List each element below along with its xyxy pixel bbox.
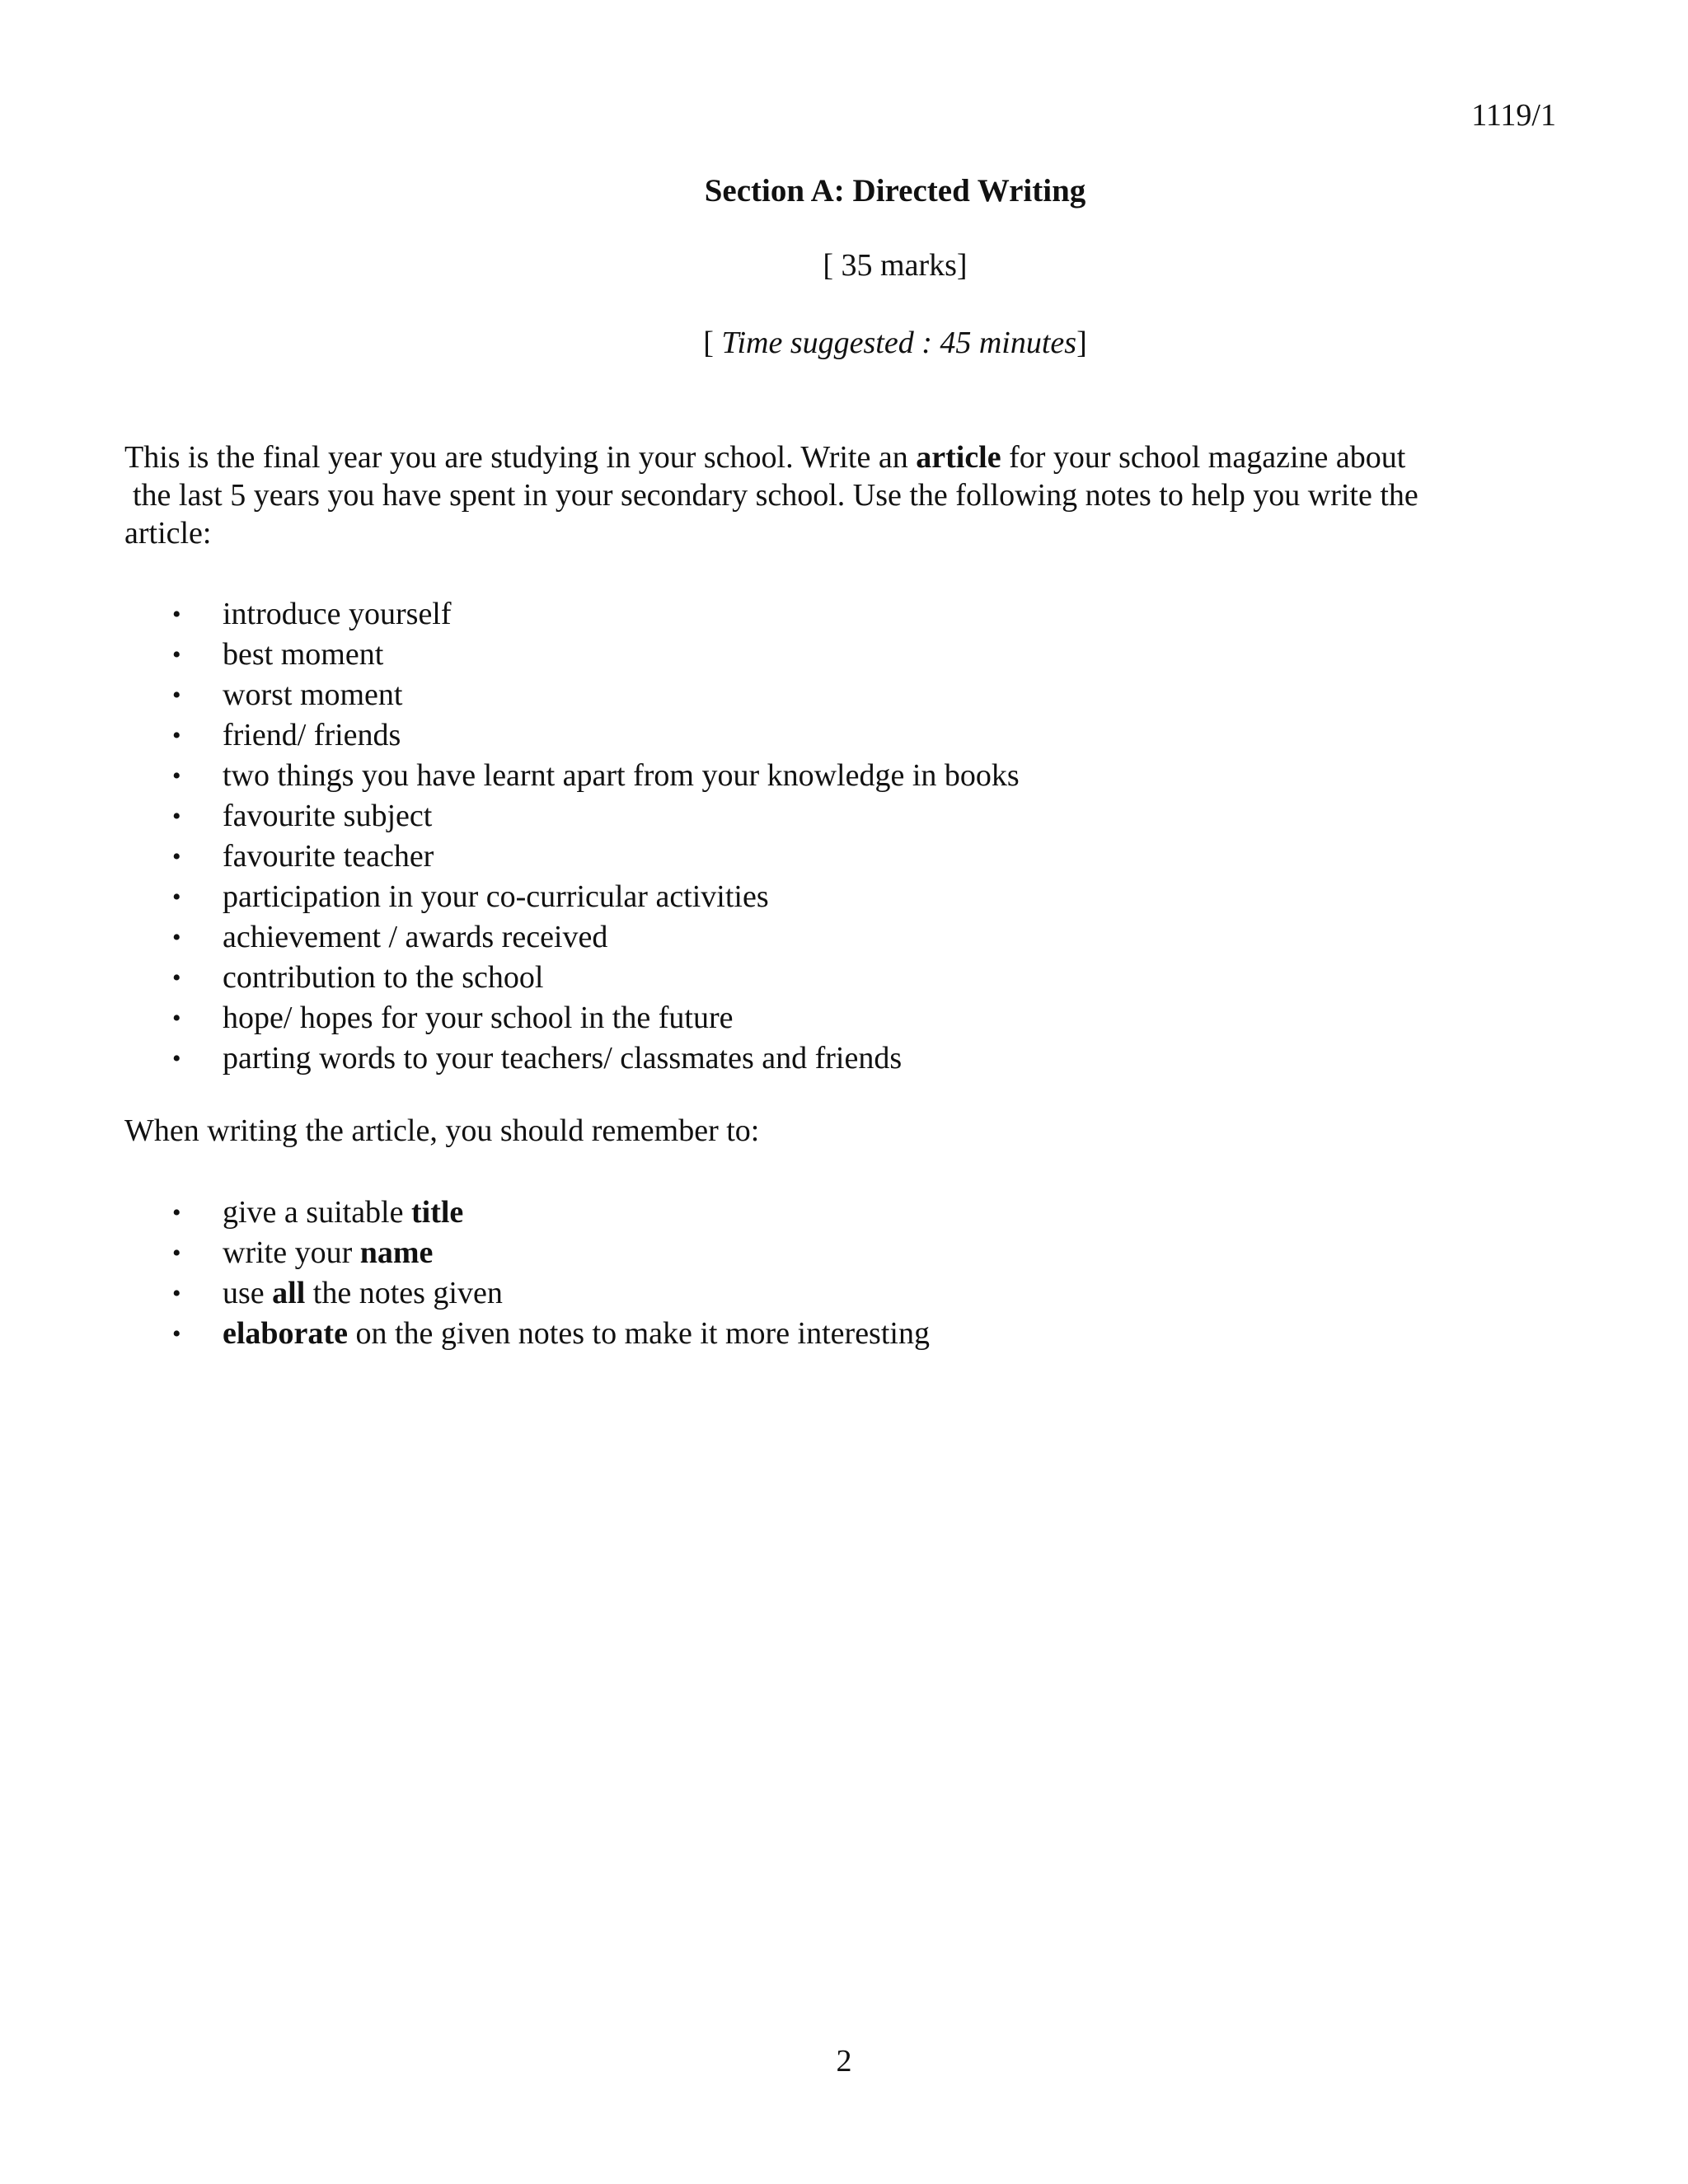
- note-text: achievement / awards received: [223, 920, 608, 954]
- note-text: parting words to your teachers/ classmates and friends: [223, 1041, 903, 1076]
- reminder-list: [124, 1193, 930, 1354]
- note-text: introduce yourself: [223, 597, 452, 631]
- reminder-text: give a suitable: [223, 1195, 411, 1230]
- reminder-item: [124, 1233, 930, 1273]
- note-item: [124, 715, 1020, 756]
- bullet-icon: •: [172, 1320, 181, 1347]
- note-item: [124, 958, 1020, 998]
- note-text: contribution to the school: [223, 960, 544, 995]
- note-item: [124, 877, 1020, 917]
- bullet-icon: •: [172, 1199, 181, 1226]
- page-number: 2: [836, 2044, 852, 2079]
- note-item: [124, 756, 1020, 796]
- bullet-icon: •: [172, 924, 181, 951]
- instruction-bold-word: article: [916, 440, 1001, 475]
- bullet-icon: •: [172, 1240, 181, 1267]
- reminder-keyword: title: [410, 1195, 464, 1230]
- bullet-icon: •: [172, 803, 181, 830]
- bullet-icon: •: [172, 762, 181, 790]
- note-item: [124, 675, 1020, 715]
- reminder-item: [124, 1193, 930, 1233]
- note-item: [124, 594, 1020, 635]
- note-text: friend/ friends: [223, 718, 401, 752]
- bullet-icon: •: [172, 1045, 181, 1072]
- time-suggested-text: Time suggested : 45 minutes: [721, 326, 1077, 360]
- note-item: [124, 1038, 1020, 1079]
- note-text: hope/ hopes for your school in the future: [223, 1001, 734, 1035]
- bullet-icon: •: [172, 682, 181, 709]
- note-text: two things you have learnt apart from your knowledge in books: [223, 758, 1020, 793]
- reminder-keyword: name: [359, 1235, 434, 1270]
- bullet-icon: •: [172, 883, 181, 911]
- bullet-icon: •: [172, 843, 181, 870]
- section-title: Section A: Directed Writing: [704, 173, 1086, 209]
- reminder-intro: When writing the article, you should remember to:: [124, 1113, 760, 1148]
- task-instructions: [124, 438, 1526, 552]
- note-item: [124, 837, 1020, 877]
- note-item: [124, 796, 1020, 837]
- bullet-icon: •: [172, 722, 181, 749]
- reminder-text: write your: [223, 1235, 360, 1270]
- reminder-keyword: all: [272, 1276, 306, 1310]
- reminder-text: use: [223, 1276, 273, 1310]
- note-item: [124, 917, 1020, 958]
- note-item: [124, 998, 1020, 1038]
- bullet-icon: •: [172, 641, 181, 668]
- note-text: worst moment: [223, 677, 403, 712]
- note-text: participation in your co-curricular activities: [223, 879, 769, 914]
- bullet-icon: •: [172, 1005, 181, 1032]
- reminder-text: on the given notes to make it more interesting: [347, 1316, 930, 1351]
- instruction-line-3: article:: [124, 516, 212, 551]
- reminder-keyword: elaborate: [223, 1316, 348, 1351]
- reminder-text: the notes given: [305, 1276, 503, 1310]
- time-open-bracket: [: [703, 326, 722, 360]
- marks-line: [ 35 marks]: [823, 248, 968, 283]
- notes-list: [124, 594, 1020, 1079]
- time-close-bracket: ]: [1076, 326, 1087, 360]
- bullet-icon: •: [172, 601, 181, 628]
- paper-code: 1119/1: [1471, 98, 1556, 133]
- note-text: best moment: [223, 637, 384, 672]
- reminder-item: [124, 1314, 930, 1354]
- note-text: favourite teacher: [223, 839, 434, 874]
- instruction-line-2: the last 5 years you have spent in your secondary school. Use the following notes to help you write the: [133, 478, 1418, 513]
- instruction-text: This is the final year you are studying in your school. Write an: [124, 440, 917, 475]
- time-suggested-line: [0, 325, 1688, 363]
- instruction-text: for your school magazine about: [1001, 440, 1406, 475]
- instruction-line-1: [124, 438, 1526, 476]
- reminder-item: [124, 1273, 930, 1314]
- bullet-icon: •: [172, 964, 181, 991]
- note-item: [124, 635, 1020, 675]
- note-text: favourite subject: [223, 799, 433, 833]
- bullet-icon: •: [172, 1280, 181, 1307]
